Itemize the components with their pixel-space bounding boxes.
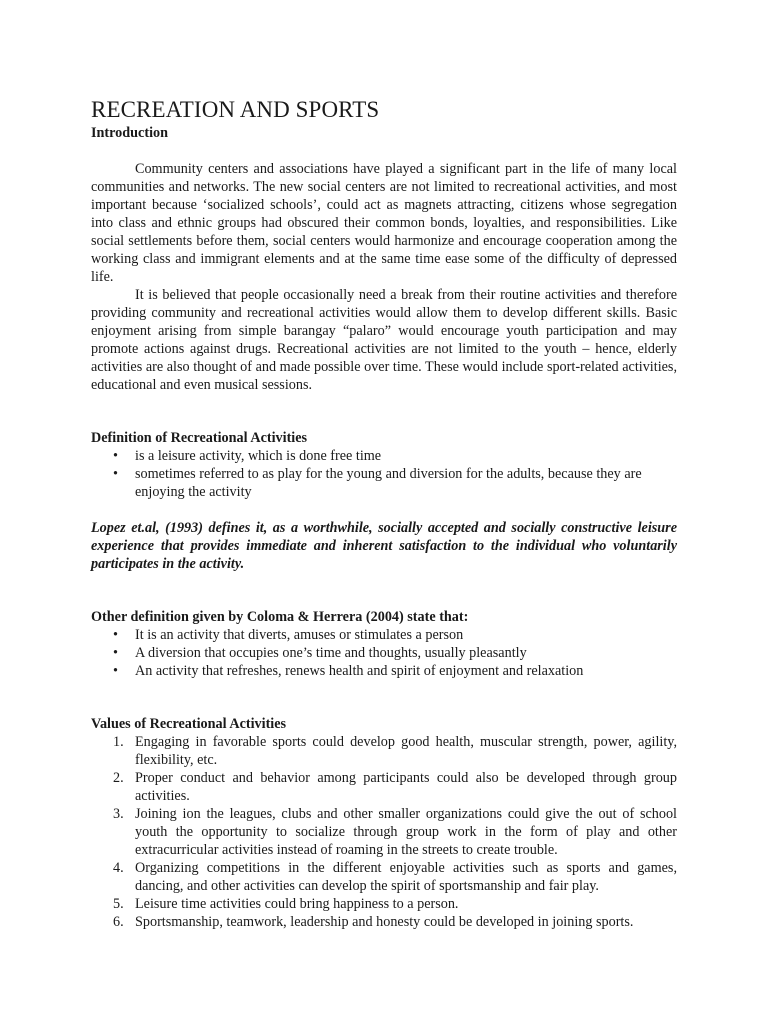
definition-heading: Definition of Recreational Activities (91, 430, 308, 446)
definition-list (91, 447, 677, 501)
list-number: 2. (113, 770, 124, 786)
list-item (91, 733, 677, 769)
list-item-text: Leisure time activities could bring happiness to a person. (135, 896, 459, 912)
bullet-icon: • (113, 663, 118, 679)
list-number: 4. (113, 860, 124, 876)
bullet-icon: • (113, 448, 118, 464)
lopez-quote: Lopez et.al, (1993) defines it, as a worthwhile, socially accepted and socially constructive leisure experience that provides immediate and inherent satisfaction to the individual who voluntarily participates in the activity. (91, 520, 677, 572)
other-definition-heading: Other definition given by Coloma & Herrera (2004) state that: (91, 609, 469, 625)
list-item (91, 805, 677, 859)
values-heading: Values of Recreational Activities (91, 716, 287, 732)
list-number: 1. (113, 734, 124, 750)
document-page (91, 96, 677, 931)
bullet-icon: • (113, 627, 118, 643)
list-number: 5. (113, 896, 124, 912)
list-item-text: A diversion that occupies one’s time and thoughts, usually pleasantly (135, 645, 527, 661)
list-item-text: Proper conduct and behavior among participants could also be developed through group activities. (135, 770, 677, 804)
list-item-text: is a leisure activity, which is done free time (135, 448, 382, 464)
bullet-icon: • (113, 466, 118, 482)
list-item (91, 626, 677, 644)
intro-paragraph: It is believed that people occasionally need a break from their routine activities and therefore providing community and recreational activities would allow them to develop different skills. Basic enjoyment arising from simple barangay “palaro” would encourage youth participation and may promote actions against drugs. Recreational activities are not limited to the youth – hence, elderly activities are also thought of and made possible over time. These would include sport-related activities, educational and even musical sessions. (91, 287, 677, 393)
document-title: RECREATION AND SPORTS (91, 97, 380, 122)
list-item (91, 859, 677, 895)
list-item-text: Sportsmanship, teamwork, leadership and honesty could be developed in joining sports. (135, 914, 634, 930)
list-item-text: Organizing competitions in the different enjoyable activities such as sports and games, dancing, and other activities can develop the spirit of sportsmanship and fair play. (135, 860, 677, 894)
list-item (91, 662, 677, 680)
list-item-text: Joining ion the leagues, clubs and other smaller organizations could give the out of school youth the opportunity to socialize through group work in the form of play and other extracurricular activities instead of roaming in the streets to create trouble. (135, 806, 677, 858)
list-item (91, 913, 677, 931)
intro-paragraph: Community centers and associations have played a significant part in the life of many local communities and networks. The new social centers are not limited to recreational activities, and most important because ‘socialized schools’, could act as magnets attracting, citizens whose segregation into class and ethnic groups had obscured their common bonds, loyalties, and responsibilities. Like social settlements before them, social centers would harmonize and encourage cooperation among the working class and immigrant elements and at the same time ease some of the difficulty of depressed life. (91, 161, 677, 285)
list-item (91, 895, 677, 913)
list-item (91, 644, 677, 662)
bullet-icon: • (113, 645, 118, 661)
list-item-text: It is an activity that diverts, amuses or stimulates a person (135, 627, 464, 643)
section-introduction-heading: Introduction (91, 125, 168, 141)
list-item (91, 465, 677, 501)
list-item (91, 447, 677, 465)
list-number: 3. (113, 806, 124, 822)
list-item (91, 769, 677, 805)
values-list (91, 733, 677, 931)
list-item-text: An activity that refreshes, renews health and spirit of enjoyment and relaxation (135, 663, 584, 679)
list-number: 6. (113, 914, 124, 930)
list-item-text: sometimes referred to as play for the young and diversion for the adults, because they are enjoying the activity (135, 466, 642, 500)
other-definition-list (91, 626, 677, 680)
list-item-text: Engaging in favorable sports could develop good health, muscular strength, power, agility, flexibility, etc. (135, 734, 677, 768)
